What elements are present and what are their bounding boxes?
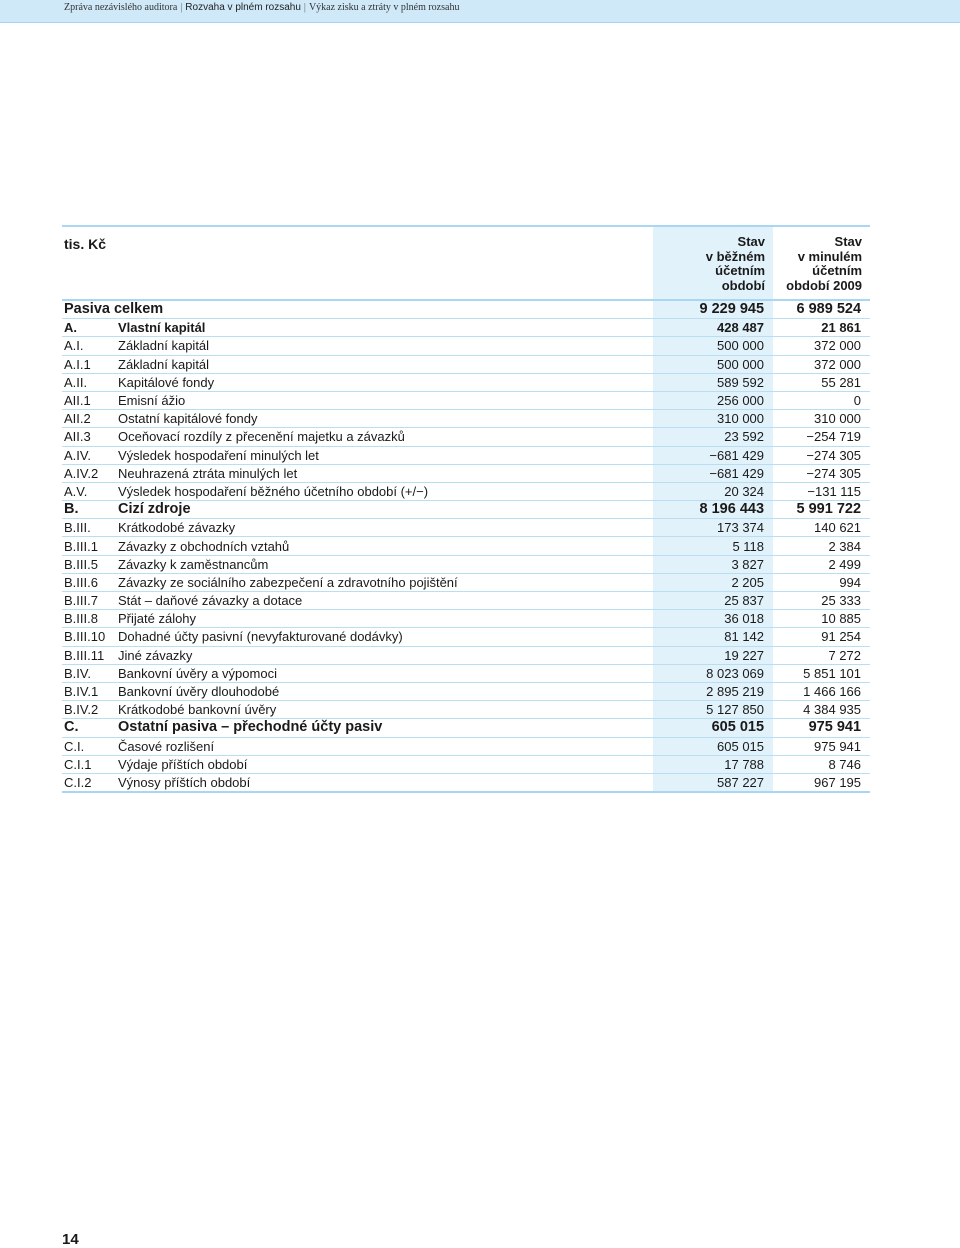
current-period-value: 5 118 [653, 537, 773, 555]
row-code: C.I. [62, 737, 118, 755]
row-name: Výdaje příštích období [118, 755, 653, 773]
previous-period-value: 8 746 [773, 755, 870, 773]
table-row [62, 682, 870, 700]
current-period-value: 9 229 945 [653, 300, 773, 319]
row-code: A.IV.2 [62, 464, 118, 482]
row-code: C.I.1 [62, 755, 118, 773]
row-code: B.III.7 [62, 592, 118, 610]
previous-period-value: 10 885 [773, 610, 870, 628]
row-name: Kapitálové fondy [118, 373, 653, 391]
current-period-value: 19 227 [653, 646, 773, 664]
current-period-value: 589 592 [653, 373, 773, 391]
row-code: B.III.11 [62, 646, 118, 664]
table-row [62, 519, 870, 537]
row-name: Stát – daňové závazky a dotace [118, 592, 653, 610]
row-name: Ostatní kapitálové fondy [118, 410, 653, 428]
current-period-value: 173 374 [653, 519, 773, 537]
row-name: Základní kapitál [118, 355, 653, 373]
current-period-value: 2 895 219 [653, 682, 773, 700]
table-row [62, 482, 870, 500]
current-period-value: 81 142 [653, 628, 773, 646]
current-period-value: −681 429 [653, 464, 773, 482]
table-row [62, 355, 870, 373]
current-period-value: 428 487 [653, 319, 773, 337]
row-name: Závazky k zaměstnancům [118, 555, 653, 573]
page-number: 14 [62, 1231, 79, 1248]
row-code: AII.2 [62, 410, 118, 428]
table-row [62, 664, 870, 682]
table-row [62, 646, 870, 664]
table-row [62, 773, 870, 792]
breadcrumb-item[interactable]: Zpráva nezávislého auditora [64, 2, 178, 13]
previous-period-value: −254 719 [773, 428, 870, 446]
breadcrumb-item[interactable]: Rozvaha v plném rozsahu [185, 2, 301, 13]
current-period-value: 310 000 [653, 410, 773, 428]
table-row [62, 592, 870, 610]
row-name: Vlastní kapitál [118, 319, 653, 337]
row-code: B.III.10 [62, 628, 118, 646]
current-period-value: 5 127 850 [653, 701, 773, 719]
table-row [62, 701, 870, 719]
top-bar [0, 0, 960, 23]
current-period-value: 605 015 [653, 719, 773, 737]
table-row [62, 410, 870, 428]
table-row [62, 391, 870, 409]
row-name: Ostatní pasiva – přechodné účty pasiv [118, 719, 653, 737]
current-period-value: 36 018 [653, 610, 773, 628]
table-row [62, 501, 870, 519]
row-code: B.III.6 [62, 573, 118, 591]
table-row [62, 737, 870, 755]
current-period-value: 8 023 069 [653, 664, 773, 682]
current-period-value: 500 000 [653, 355, 773, 373]
row-code: A. [62, 319, 118, 337]
row-code: AII.1 [62, 391, 118, 409]
current-period-value: 3 827 [653, 555, 773, 573]
row-name: Jiné závazky [118, 646, 653, 664]
previous-period-value: 55 281 [773, 373, 870, 391]
current-period-value: 17 788 [653, 755, 773, 773]
breadcrumb-item[interactable]: Výkaz zisku a ztráty v plném rozsahu [308, 2, 460, 13]
breadcrumb-separator: | [303, 2, 306, 13]
breadcrumb [64, 2, 459, 13]
row-name: Výnosy příštích období [118, 773, 653, 792]
row-code: A.II. [62, 373, 118, 391]
column-header-current: Stav v běžném účetním období [653, 227, 773, 300]
balance-sheet [62, 225, 870, 793]
row-code: C.I.2 [62, 773, 118, 792]
row-name: Neuhrazená ztráta minulých let [118, 464, 653, 482]
row-code: B.III.5 [62, 555, 118, 573]
table-row [62, 300, 870, 319]
row-name: Emisní ážio [118, 391, 653, 409]
table-row [62, 610, 870, 628]
current-period-value: −681 429 [653, 446, 773, 464]
previous-period-value: 140 621 [773, 519, 870, 537]
table-header-row [62, 227, 870, 300]
previous-period-value: 4 384 935 [773, 701, 870, 719]
previous-period-value: 372 000 [773, 355, 870, 373]
row-name: Základní kapitál [118, 337, 653, 355]
row-code: B.III.1 [62, 537, 118, 555]
current-period-value: 20 324 [653, 482, 773, 500]
row-name: Cizí zdroje [118, 501, 653, 519]
previous-period-value: 6 989 524 [773, 300, 870, 319]
table-row [62, 319, 870, 337]
row-code: B.IV.2 [62, 701, 118, 719]
table-row [62, 337, 870, 355]
previous-period-value: 310 000 [773, 410, 870, 428]
table-row [62, 755, 870, 773]
row-name: Časové rozlišení [118, 737, 653, 755]
previous-period-value: 91 254 [773, 628, 870, 646]
previous-period-value: 2 384 [773, 537, 870, 555]
previous-period-value: 994 [773, 573, 870, 591]
previous-period-value: −274 305 [773, 464, 870, 482]
table-row [62, 428, 870, 446]
previous-period-value: 967 195 [773, 773, 870, 792]
current-period-value: 605 015 [653, 737, 773, 755]
unit-label: tis. Kč [64, 236, 107, 252]
row-code: B.IV.1 [62, 682, 118, 700]
row-code: AII.3 [62, 428, 118, 446]
row-name: Závazky z obchodních vztahů [118, 537, 653, 555]
table-row [62, 719, 870, 737]
previous-period-value: 975 941 [773, 719, 870, 737]
current-period-value: 23 592 [653, 428, 773, 446]
row-name: Závazky ze sociálního zabezpečení a zdravotního pojištění [118, 573, 653, 591]
table-row [62, 537, 870, 555]
current-period-value: 25 837 [653, 592, 773, 610]
current-period-value: 256 000 [653, 391, 773, 409]
row-name: Výsledek hospodaření běžného účetního období (+/−) [118, 482, 653, 500]
row-name: Oceňovací rozdíly z přecenění majetku a závazků [118, 428, 653, 446]
row-code: A.V. [62, 482, 118, 500]
previous-period-value: 372 000 [773, 337, 870, 355]
row-name: Krátkodobé závazky [118, 519, 653, 537]
previous-period-value: 21 861 [773, 319, 870, 337]
previous-period-value: 1 466 166 [773, 682, 870, 700]
previous-period-value: 975 941 [773, 737, 870, 755]
previous-period-value: 7 272 [773, 646, 870, 664]
column-header-previous: Stav v minulém účetním období 2009 [786, 234, 863, 293]
current-period-value: 8 196 443 [653, 501, 773, 519]
table-row [62, 555, 870, 573]
row-name: Krátkodobé bankovní úvěry [118, 701, 653, 719]
row-code: A.I. [62, 337, 118, 355]
row-label: Pasiva celkem [62, 300, 653, 319]
previous-period-value: 2 499 [773, 555, 870, 573]
previous-period-value: −131 115 [773, 482, 870, 500]
current-period-value: 2 205 [653, 573, 773, 591]
row-code: B.IV. [62, 664, 118, 682]
table-row [62, 628, 870, 646]
row-code: A.I.1 [62, 355, 118, 373]
previous-period-value: 5 991 722 [773, 501, 870, 519]
previous-period-value: 0 [773, 391, 870, 409]
table-row [62, 573, 870, 591]
current-period-value: 500 000 [653, 337, 773, 355]
breadcrumb-separator: | [180, 2, 183, 13]
table-row [62, 446, 870, 464]
row-code: C. [62, 719, 118, 737]
current-period-value: 587 227 [653, 773, 773, 792]
table-row [62, 373, 870, 391]
previous-period-value: 25 333 [773, 592, 870, 610]
row-code: B.III. [62, 519, 118, 537]
row-code: A.IV. [62, 446, 118, 464]
row-name: Bankovní úvěry dlouhodobé [118, 682, 653, 700]
row-name: Bankovní úvěry a výpomoci [118, 664, 653, 682]
row-name: Dohadné účty pasivní (nevyfakturované dodávky) [118, 628, 653, 646]
row-name: Přijaté zálohy [118, 610, 653, 628]
row-code: B.III.8 [62, 610, 118, 628]
row-code: B. [62, 501, 118, 519]
previous-period-value: −274 305 [773, 446, 870, 464]
liabilities-table [62, 227, 870, 793]
table-row [62, 464, 870, 482]
row-name: Výsledek hospodaření minulých let [118, 446, 653, 464]
previous-period-value: 5 851 101 [773, 664, 870, 682]
